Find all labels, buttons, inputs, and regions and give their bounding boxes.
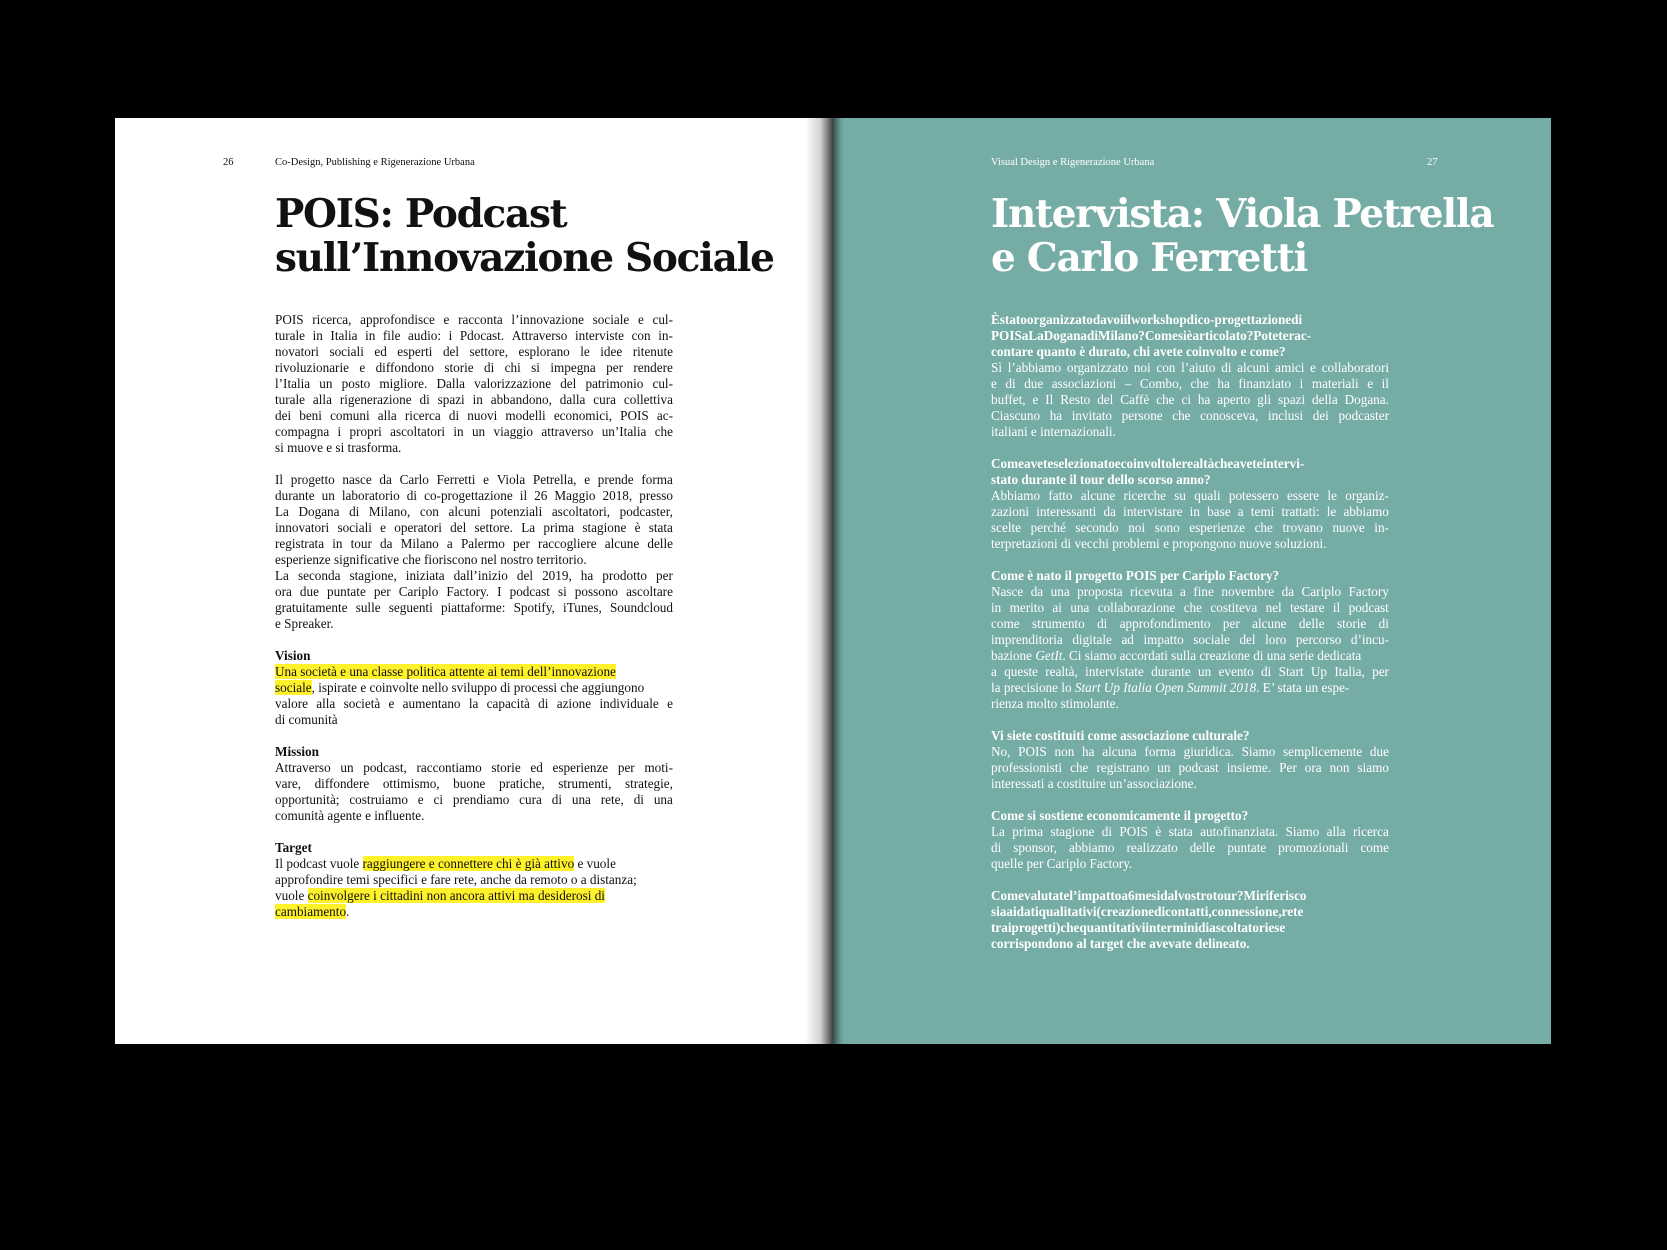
question-line: Come è nato il progetto POIS per Cariplo Factory? — [991, 568, 1280, 583]
intro-paragraph — [275, 312, 673, 456]
answer-line: italiani e internazionali. — [991, 424, 1116, 439]
qa-block — [991, 568, 1389, 712]
text-line: dei beni comuni alla ricerca di nuovi modelli economici, POIS ac- — [275, 408, 673, 423]
target-heading: Target — [275, 840, 312, 855]
vision-heading: Vision — [275, 648, 311, 663]
text-line: novatori sociali ed esperti del settore, esplorano le idee ritenute — [275, 344, 673, 359]
text-line: valore alla società e aumentano la capacità di azione individuale e — [275, 696, 673, 711]
answer-line: professionisti che registrano un podcast insieme. Per ora non siamo — [991, 760, 1389, 775]
title-line: e Carlo Ferretti — [991, 235, 1307, 281]
project-paragraph — [275, 472, 673, 632]
question-line: Come si sostiene economicamente il progetto? — [991, 808, 1249, 823]
highlighted-text: raggiungere e connettere chi è già attivo — [362, 856, 575, 871]
text-line: opportunità; costruiamo e ci prendiamo cura di una rete, di una — [275, 792, 673, 807]
running-head-left: Co-Design, Publishing e Rigenerazione Urbana — [275, 157, 475, 168]
answer-line: di sponsor, abbiamo realizzato delle puntate promozionali come — [991, 840, 1389, 855]
answer-line: rienza molto stimolante. — [991, 696, 1119, 711]
right-page-title — [991, 192, 1531, 280]
answer-line: a queste realtà, intervistate durante un evento di Start Up Italia, per — [991, 664, 1389, 679]
answer-line: zazioni interessanti da intervistare in base a temi trattati: le abbiamo — [991, 504, 1389, 519]
text-line: Il podcast vuole raggiungere e connettere chi è già attivo e vuole — [275, 856, 616, 871]
mission-section — [275, 744, 673, 824]
text-line: comunità agente e influente. — [275, 808, 425, 823]
text-line: Attraverso un podcast, raccontiamo storie ed esperienze per moti- — [275, 760, 673, 775]
text-line: La Dogana di Milano, con alcuni potenziali ascoltatori, podcaster, — [275, 504, 673, 519]
answer-line: terpretazioni di vecchi problemi e propongono nuove soluzioni. — [991, 536, 1327, 551]
qa-block — [991, 728, 1389, 792]
answer-line: Sì l’abbiamo organizzato noi con l’aiuto di alcuni amici e collaboratori — [991, 360, 1389, 375]
qa-block — [991, 888, 1389, 952]
question-line: siaaidatiqualitativi(creazionedicontatti,connessione,rete — [991, 904, 1304, 919]
answer-line: buffet, e Il Resto del Caffè che ci ha aperto gli spazi della Dogana. — [991, 392, 1389, 407]
answer-line: e di due associazioni – Combo, che ha finanziato i materiali e il — [991, 376, 1389, 391]
text-line: e Spreaker. — [275, 616, 334, 631]
text-line: turale in Italia in file audio: i Pdocast. Attraverso interviste con in- — [275, 328, 673, 343]
answer-line: Nasce da una proposta ricevuta a fine novembre da Cariplo Factory — [991, 584, 1389, 599]
text-line: rivoluzionarie e diffondono storie di chi si impegna per rendere — [275, 360, 673, 375]
text-line: La seconda stagione, iniziata dall’inizio del 2019, ha prodotto per — [275, 568, 673, 583]
highlighted-text: Una società e una classe politica attente ai temi dell’innovazione — [275, 664, 616, 679]
highlighted-text: cambiamento — [275, 904, 347, 919]
text-line: Il progetto nasce da Carlo Ferretti e Viola Petrella, e prende forma — [275, 472, 673, 487]
answer-line: imprenditoria digitale ad impatto sociale del loro percorso d’incu- — [991, 632, 1389, 647]
qa-block — [991, 808, 1389, 872]
question-line: contare quanto è durato, chi avete coinvolto e come? — [991, 344, 1286, 359]
text-line: registrata in tour da Milano a Palermo per raccogliere alcune delle — [275, 536, 673, 551]
text-line: POIS ricerca, approfondisce e racconta l’innovazione sociale e cul- — [275, 312, 673, 327]
text-line: innovatori sociali e operatori del settore. La prima stagione è stata — [275, 520, 673, 535]
highlighted-text: coinvolgere i cittadini non ancora attivi ma desiderosi di — [307, 888, 605, 903]
page-number-right: 27 — [1427, 157, 1438, 168]
text-line: durante un laboratorio di co-progettazione il 26 Maggio 2018, presso — [275, 488, 673, 503]
text-line: gratuitamente sulle seguenti piattaforme: Spotify, iTunes, Soundcloud — [275, 600, 673, 615]
qa-block — [991, 312, 1389, 440]
question-line: Comevalutatel’impattoa6mesidalvostrotour?Miriferisco — [991, 888, 1307, 903]
answer-line: No, POIS non ha alcuna forma giuridica. Siamo semplicemente due — [991, 744, 1389, 759]
text-line: vuole coinvolgere i cittadini non ancora attivi ma desiderosi di — [275, 888, 605, 903]
mission-heading: Mission — [275, 744, 319, 759]
page-number-left: 26 — [223, 157, 234, 168]
answer-line: come strumento di approfondimento per alcune delle storie di — [991, 616, 1389, 631]
title-line: POIS: Podcast — [275, 191, 567, 237]
gutter-shadow — [805, 118, 833, 1044]
vision-section — [275, 648, 673, 728]
text-line: si muove e si trasforma. — [275, 440, 402, 455]
gutter-shadow — [833, 118, 845, 1044]
text-line: sociale, ispirate e coinvolte nello sviluppo di processi che aggiungono — [275, 680, 645, 695]
text-line: compagna i propri ascoltatori in un viaggio attraverso un’Italia che — [275, 424, 673, 439]
question-line: POISaLaDoganadiMilano?Comesièarticolato?Poteterac- — [991, 328, 1312, 343]
text-line: ora due puntate per Cariplo Factory. I podcast si possono ascoltare — [275, 584, 673, 599]
text-line: cambiamento. — [275, 904, 350, 919]
question-line: traiprogetti)chequantitativiinterminidiascoltatoriese — [991, 920, 1286, 935]
answer-line: interessati a costituire un’associazione. — [991, 776, 1197, 791]
left-page-title — [275, 192, 815, 280]
text-line — [275, 664, 673, 680]
text-line: approfondire temi specifici e fare rete, anche da remoto o a distanza; — [275, 872, 637, 887]
italic-title: GetIt — [1035, 648, 1063, 663]
text-line: di comunità — [275, 712, 338, 727]
title-line: Intervista: Viola Petrella — [991, 191, 1494, 237]
book-spread — [115, 118, 1551, 1044]
answer-line: scelte perché secondo noi sono esperienze che trovano nuove in- — [991, 520, 1389, 535]
interview-body — [991, 312, 1389, 968]
text-line: esperienze significative che fioriscono nel nostro territorio. — [275, 552, 587, 567]
qa-block — [991, 456, 1389, 552]
answer-line: Abbiamo fatto alcune ricerche su quali potessero essere le organiz- — [991, 488, 1389, 503]
right-page — [833, 118, 1551, 1044]
target-section — [275, 840, 673, 920]
answer-line: la precisione lo Start Up Italia Open Summit 2018. E’ stata un espe- — [991, 680, 1350, 695]
italic-title: Start Up Italia Open Summit 2018 — [1074, 680, 1257, 695]
left-page-body — [275, 312, 673, 936]
question-line: stato durante il tour dello scorso anno? — [991, 472, 1211, 487]
answer-line: quelle per Cariplo Factory. — [991, 856, 1133, 871]
answer-line: in merito ai una collaborazione che costiteva nel testare il podcast — [991, 600, 1389, 615]
answer-line: La prima stagione di POIS è stata autofinanziata. Siamo alla ricerca — [991, 824, 1389, 839]
highlighted-text: sociale — [275, 680, 312, 695]
question-line: Comeaveteselezionatoecoinvoltolerealtàcheaveteintervi- — [991, 456, 1305, 471]
title-line: sull’Innovazione Sociale — [275, 235, 774, 281]
left-page — [115, 118, 833, 1044]
text-line: turale alla rigenerazione di spazi in abbandono, dalla cura collettiva — [275, 392, 673, 407]
answer-line: bazione GetIt. Ci siamo accordati sulla creazione di una serie dedicata — [991, 648, 1362, 663]
running-head-right: Visual Design e Rigenerazione Urbana — [991, 157, 1155, 168]
question-line: corrispondono al target che avevate delineato. — [991, 936, 1250, 951]
question-line: Èstatoorganizzatodavoiilworkshopdico-progettazionedi — [991, 312, 1303, 327]
answer-line: Ciascuno ha invitato persone che conosceva, inclusi dei podcaster — [991, 408, 1389, 423]
text-line: vare, diffondere ottimismo, buone pratiche, strumenti, strategie, — [275, 776, 673, 791]
text-line: l’Italia un posto migliore. Dalla valorizzazione del patrimonio cul- — [275, 376, 673, 391]
question-line: Vi siete costituiti come associazione culturale? — [991, 728, 1250, 743]
